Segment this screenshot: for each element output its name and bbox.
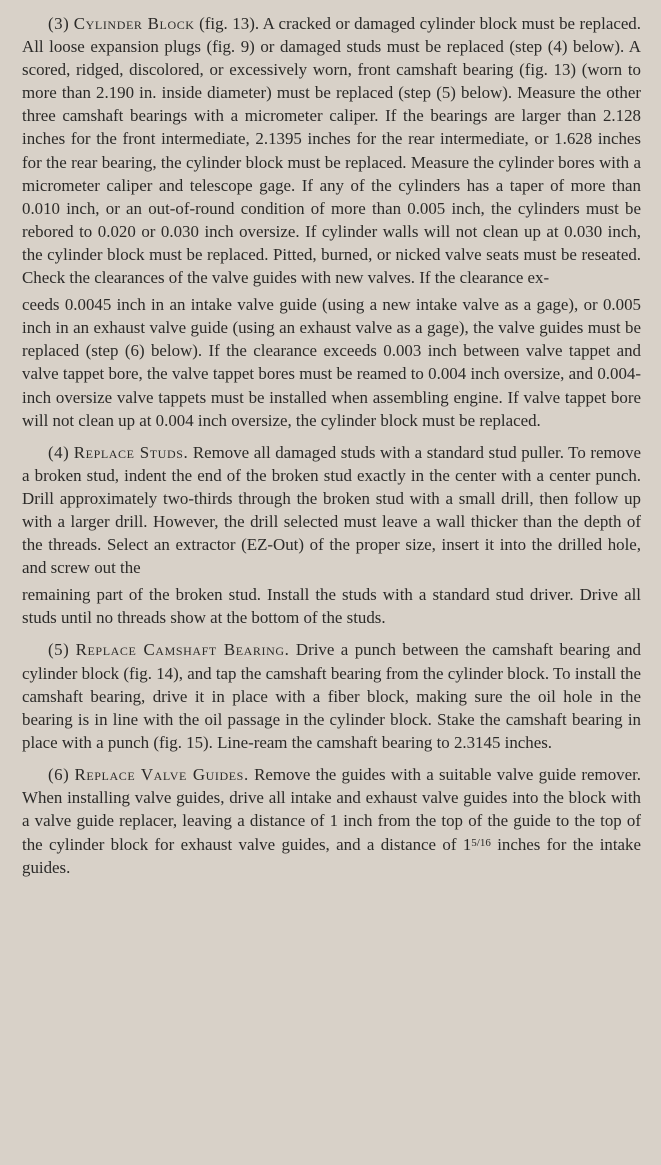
section-3-number: (3) — [48, 14, 70, 33]
section-3-text: (fig. 13). A cracked or damaged cylinder block must be replaced. All loose expansion plugs (fig. 9) or damaged studs must be replaced (step (4) below). A scored, ridged, discolored, or excessively worn, front camshaft bearing (fig. 13) (worn to more than 2.190 in. inside diameter) must be replaced (step (5) below). Measure the other three camshaft bearings with a micrometer caliper. If the bearings are larger than 2.128 inches for the front intermediate, 2.1395 inches for the rear intermediate, or 1.628 inches for the rear bearing, the cylinder block must be replaced. Measure the cylinder bores with a micrometer caliper and telescope gage. If any of the cylinders has a taper of more than 0.010 inch, or an out-of-round condition of more than 0.005 inch, the cylinders must be rebored to 0.020 or 0.030 inch oversize. If cylinder walls will not clean up at 0.030 inch, the cylinder block must be replaced. Pitted, burned, or nicked valve seats must be reseated. Check the clearances of the valve guides with new valves. If the clearance ex- — [22, 14, 641, 288]
section-4-continuation — [22, 583, 641, 629]
section-4-number: (4) — [48, 442, 70, 462]
section-4-text: Remove all damaged studs with a standard stud puller. To remove a broken stud, indent the end of the broken stud exactly in the center with a center punch. Drill approximately two-thirds through the broken stud with a small drill, then follow up with a larger drill. However, the drill selected must leave a wall thicker than the depth of the threads. Select an extractor (EZ-Out) of the proper size, insert it into the drilled hole, and screw out the — [22, 442, 641, 578]
section-4-paragraph — [22, 441, 641, 580]
section-3-continuation — [22, 293, 641, 432]
fraction-five-sixteenths: 5/16 — [471, 837, 491, 850]
section-6-text: Remove the guides with a suitable valve guide remover. When installing valve guides, drive all intake and exhaust valve guides into the block with a valve guide replacer, leaving a distance of 1 inch from the top of the guide to the top of the cylinder block for exhaust valve guides, and a distance of 1 — [22, 764, 641, 855]
section-6-text-end: inches for the intake guides. — [22, 835, 641, 878]
section-6-heading: Replace Valve Guides. — [74, 764, 249, 784]
section-6-number: (6) — [48, 764, 70, 784]
section-6-paragraph — [22, 763, 641, 879]
section-3-paragraph — [22, 12, 641, 289]
section-5-text: Drive a punch between the camshaft bearing and cylinder block (fig. 14), and tap the camshaft bearing from the cylinder block. To install the camshaft bearing, drive it in place with a fiber block, making sure the oil hole in the bearing is in line with the oil passage in the cylinder block. Stake the camshaft bearing in place with a punch (fig. 15). Line-ream the camshaft bearing to 2.3145 inches. — [22, 640, 641, 752]
section-5-heading: Replace Camshaft Bearing. — [75, 640, 290, 660]
section-3-text-continued: ceeds 0.0045 inch in an intake valve guide (using a new intake valve as a gage), or 0.005 inch in an exhaust valve guide (using an exhaust valve as a gage), the valve guides must be replaced (step (6) below). If the clearance exceeds 0.003 inch between valve tappet and valve tappet bore, the valve tappet bores must be reamed to 0.004 inch oversize, and 0.004-inch oversize valve tappets must be installed when assembling engine. If valve tappet bore will not clean up at 0.004 inch oversize, the cylinder block must be replaced. — [22, 295, 641, 430]
section-3-heading: Cylinder Block — [73, 14, 195, 33]
section-4-heading: Replace Studs. — [73, 442, 189, 462]
section-5-number: (5) — [48, 640, 70, 660]
section-5-paragraph — [22, 638, 641, 753]
section-4-text-continued: remaining part of the broken stud. Install the studs with a standard stud driver. Drive all studs until no threads show at the bottom of the studs. — [22, 585, 641, 628]
